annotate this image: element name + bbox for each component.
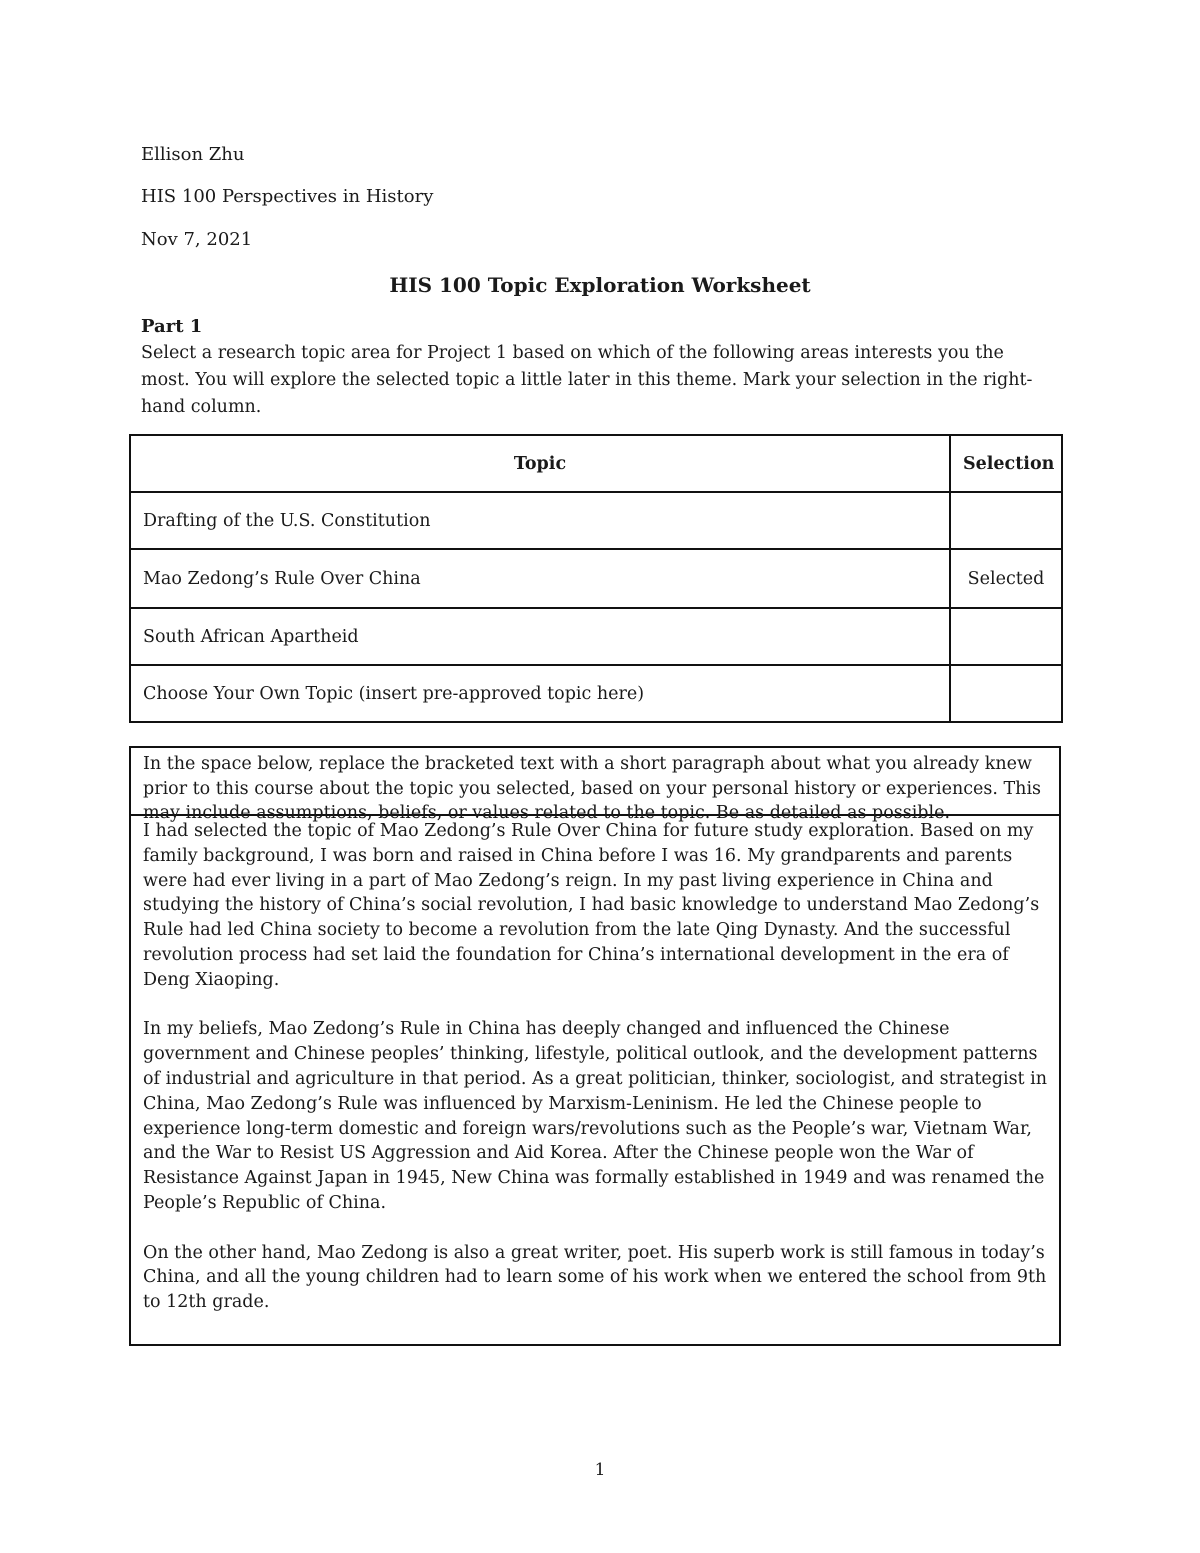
worksheet-title: HIS 100 Topic Exploration Worksheet <box>389 273 811 297</box>
student-name: Ellison Zhu <box>141 144 245 165</box>
answer-paragraph: On the other hand, Mao Zedong is also a great writer, poet. His superb work is still famous in today’s China, and all the young children had to learn some of his work when we entered the school from 9th to 12th grade. <box>143 1242 1047 1313</box>
part-1-instructions <box>141 340 1041 421</box>
selection-cell[interactable] <box>950 492 1062 549</box>
page-number: 1 <box>594 1460 606 1480</box>
column-header-topic: Topic <box>130 435 950 492</box>
part-1-label: Part 1 <box>141 316 203 337</box>
document-date: Nov 7, 2021 <box>141 229 253 250</box>
instructions-text: Select a research topic area for Project 1 based on which of the following areas interests you the most. You will explore the selected topic a little later in this theme. Mark your selection in the right-hand column. <box>141 343 1033 417</box>
reflection-answer[interactable] <box>131 816 1059 1344</box>
table-row <box>130 665 1062 722</box>
course-name: HIS 100 Perspectives in History <box>141 186 434 207</box>
reflection-prompt: In the space below, replace the bracketed text with a short paragraph about what you already knew prior to this course about the topic you selected, based on your personal history or experiences. This may include assumptions, beliefs, or values related to the topic. Be as detailed as possible. <box>131 748 1059 816</box>
table-row <box>130 492 1062 549</box>
selection-cell[interactable]: Selected <box>950 549 1062 608</box>
topic-cell: Choose Your Own Topic (insert pre-approved topic here) <box>130 665 950 722</box>
selection-cell[interactable] <box>950 665 1062 722</box>
column-header-selection: Selection <box>950 435 1062 492</box>
topic-cell: South African Apartheid <box>130 608 950 665</box>
topic-cell: Drafting of the U.S. Constitution <box>130 492 950 549</box>
table-row <box>130 608 1062 665</box>
selection-cell[interactable] <box>950 608 1062 665</box>
table-row <box>130 549 1062 608</box>
table-header-row <box>130 435 1062 492</box>
topic-cell: Mao Zedong’s Rule Over China <box>130 549 950 608</box>
answer-paragraph: I had selected the topic of Mao Zedong’s Rule Over China for future study exploration. Based on my family background, I was born and raised in China before I was 16. My grandparents and parents were had ever living in a part of Mao Zedong’s reign. In my past living experience in China and studying the history of China’s social revolution, I had basic knowledge to understand Mao Zedong’s Rule had led China society to become a revolution from the late Qing Dynasty. And the successful revolution process had set laid the foundation for China’s international development in the era of Deng Xiaoping. <box>143 821 1040 990</box>
topic-selection-table <box>129 434 1063 723</box>
reflection-box <box>129 746 1061 1346</box>
answer-paragraph: In my beliefs, Mao Zedong’s Rule in China has deeply changed and influenced the Chinese government and Chinese peoples’ thinking, lifestyle, political outlook, and the development patterns of industrial and agriculture in that period. As a great politician, thinker, sociologist, and strategist in China, Mao Zedong’s Rule was influenced by Marxism-Leninism. He led the Chinese people to experience long-term domestic and foreign wars/revolutions such as the People’s war, Vietnam War, and the War to Resist US Aggression and Aid Korea. After the Chinese people won the War of Resistance Against Japan in 1945, New China was formally established in 1949 and was renamed the People’s Republic of China. <box>143 1019 1048 1213</box>
